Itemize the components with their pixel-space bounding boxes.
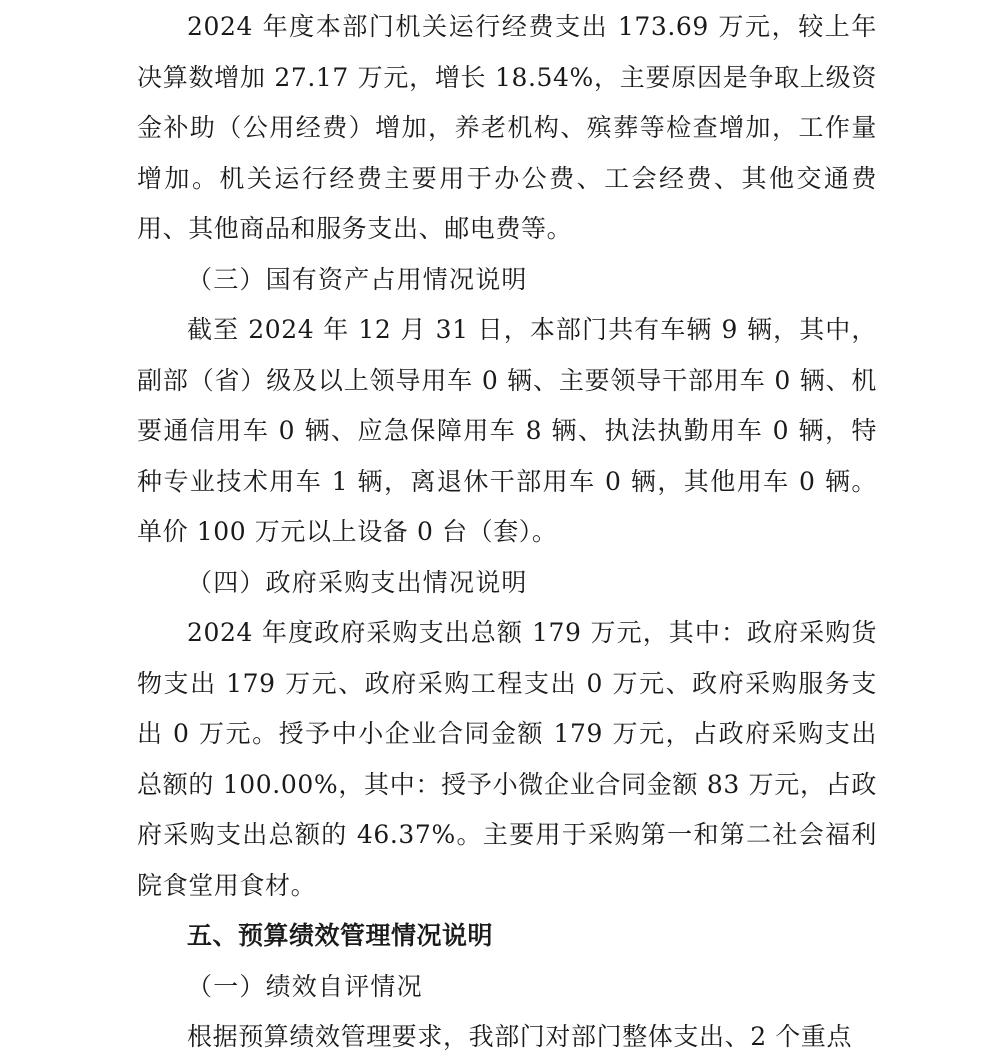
paragraph-operating-costs: 2024 年度本部门机关运行经费支出 173.69 万元，较上年决算数增加 27.17 万元，增长 18.54%，主要原因是争取上级资金补助（公用经费）增加，养老机构、殡葬等检查增加，工作量增加。机关运行经费主要用于办公费、工会经费、其他交通费用、其他商品和服务支出、邮电费等。 — [137, 12, 877, 243]
subheading-state-assets: （三）国有资产占用情况说明 — [187, 264, 528, 294]
subheading-self-evaluation: （一）绩效自评情况 — [187, 971, 423, 1001]
section-heading-performance: 五、预算绩效管理情况说明 — [187, 921, 494, 950]
paragraph-procurement: 2024 年度政府采购支出总额 179 万元，其中：政府采购货物支出 179 万元、政府采购工程支出 0 万元、政府采购服务支出 0 万元。授予中小企业合同金额 179 万元，占政府采购支出总额的 100.00%，其中：授予小微企业合同金额 83 万元，占政府采购支出总额的 46.37%。主要用于采购第一和第二社会福利院食堂用食材。 — [137, 618, 877, 900]
paragraph-vehicles: 截至 2024 年 12 月 31 日，本部门共有车辆 9 辆，其中，副部（省）级及以上领导用车 0 辆、主要领导干部用车 0 辆、机要通信用车 0 辆、应急保障用车 8 辆、执法执勤用车 0 辆，特种专业技术用车 1 辆，离退休干部用车 0 辆，其他用车 0 辆。单价 100 万元以上设备 0 台（套）。 — [137, 315, 877, 546]
subheading-procurement: （四）政府采购支出情况说明 — [187, 567, 528, 597]
paragraph-self-evaluation: 根据预算绩效管理要求，我部门对部门整体支出、2 个重点 — [187, 1022, 853, 1051]
document-page — [137, 2, 877, 1063]
